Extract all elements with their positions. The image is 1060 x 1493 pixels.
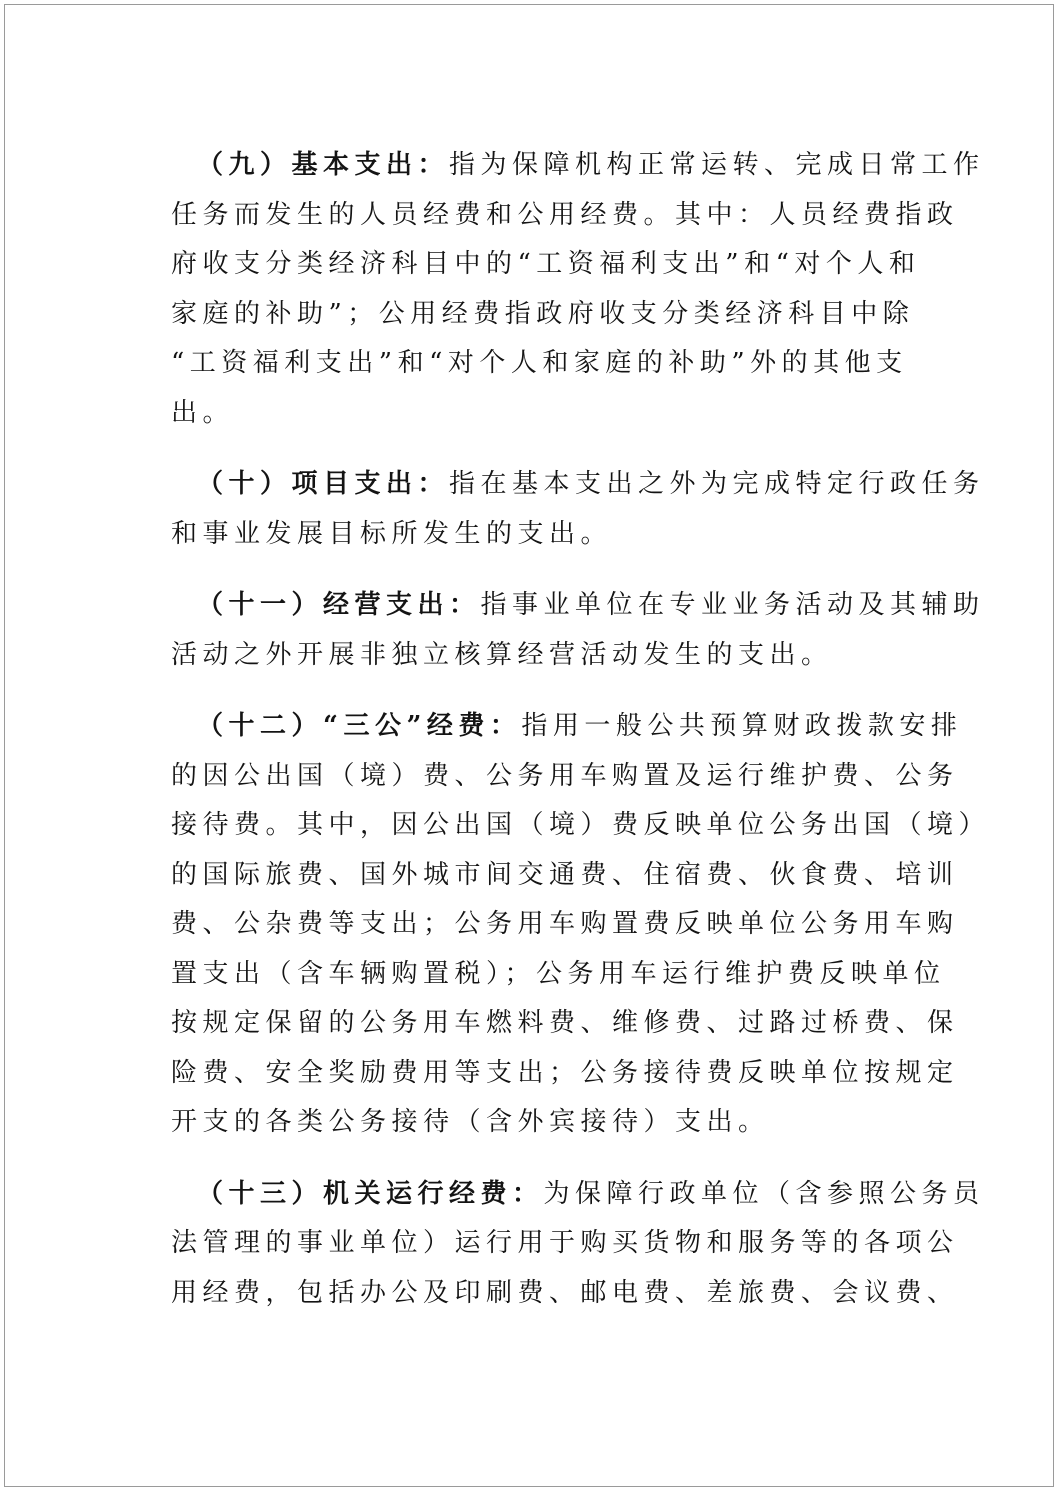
- document-body: [171, 141, 991, 1318]
- paragraph-line: 置支出（含车辆购置税）；公务用车运行维护费反映单位: [171, 958, 946, 989]
- paragraph-line: 活动之外开展非独立核算经营活动发生的支出。: [171, 639, 833, 670]
- paragraph-line: 的因公出国（境）费、公务用车购置及运行维护费、公务: [171, 760, 959, 791]
- paragraph-heading: （十一）经营支出：: [197, 590, 481, 620]
- paragraph-line: 府收支分类经济科目中的“工资福利支出”和“对个人和: [171, 249, 921, 279]
- paragraph-line: 家庭的补助”；公用经费指政府收支分类经济科目中除: [171, 298, 915, 329]
- paragraph-gap: [171, 438, 931, 460]
- paragraph-line: 的国际旅费、国外城市间交通费、住宿费、伙食费、培训: [171, 859, 959, 890]
- paragraph-text: 指在基本支出之外为完成特定行政任务: [449, 469, 985, 499]
- paragraph-line: 费、公杂费等支出；公务用车购置费反映单位公务用车购: [171, 909, 959, 939]
- paragraph-project-expenditure: [171, 460, 985, 559]
- paragraph-first-line: [171, 581, 985, 631]
- paragraph-text: 指为保障机构正常运转、完成日常工作: [449, 150, 985, 180]
- paragraph-basic-expenditure: [171, 141, 985, 438]
- paragraph-gap: [171, 1148, 931, 1170]
- paragraph-line: 法管理的事业单位）运行用于购买货物和服务等的各项公: [171, 1228, 959, 1258]
- paragraph-line: 开支的各类公务接待（含外宾接待）支出。: [171, 1107, 770, 1137]
- paragraph-first-line: [171, 702, 963, 752]
- paragraph-operating-expenditure: [171, 581, 985, 680]
- paragraph-text: 指事业单位在专业业务活动及其辅助: [480, 590, 985, 620]
- paragraph-line: 和事业发展目标所发生的支出。: [171, 518, 613, 549]
- paragraph-line: 按规定保留的公务用车燃料费、维修费、过路过桥费、保: [171, 1008, 959, 1038]
- paragraph-line: 任务而发生的人员经费和公用经费。其中：人员经费指政: [171, 199, 959, 230]
- paragraph-heading: （十三）机关运行经费：: [197, 1178, 544, 1209]
- paragraph-first-line: [171, 1170, 985, 1220]
- paragraph-gap: [171, 680, 931, 702]
- paragraph-line: 接待费。其中，因公出国（境）费反映单位公务出国（境）: [171, 810, 991, 840]
- paragraph-text: 为保障行政单位（含参照公务员: [543, 1178, 985, 1209]
- paragraph-agency-operating-expenses: [171, 1170, 985, 1319]
- paragraph-line: 险费、安全奖励费用等支出；公务接待费反映单位按规定: [171, 1057, 959, 1088]
- paragraph-text: 指用一般公共预算财政拨款安排: [521, 711, 963, 741]
- paragraph-heading: （十）项目支出：: [197, 469, 450, 499]
- paragraph-line: “工资福利支出”和“对个人和家庭的补助”外的其他支: [171, 348, 908, 378]
- paragraph-first-line: [171, 141, 985, 191]
- paragraph-heading: （十二）“三公”经费：: [197, 711, 522, 741]
- paragraph-line: 出。: [171, 397, 235, 428]
- paragraph-first-line: [171, 460, 985, 510]
- paragraph-line: 用经费，包括办公及印刷费、邮电费、差旅费、会议费、: [171, 1277, 959, 1308]
- paragraph-three-public-expenses: [171, 702, 991, 1148]
- document-page: [4, 4, 1054, 1487]
- paragraph-gap: [171, 559, 931, 581]
- paragraph-heading: （九）基本支出：: [197, 150, 450, 180]
